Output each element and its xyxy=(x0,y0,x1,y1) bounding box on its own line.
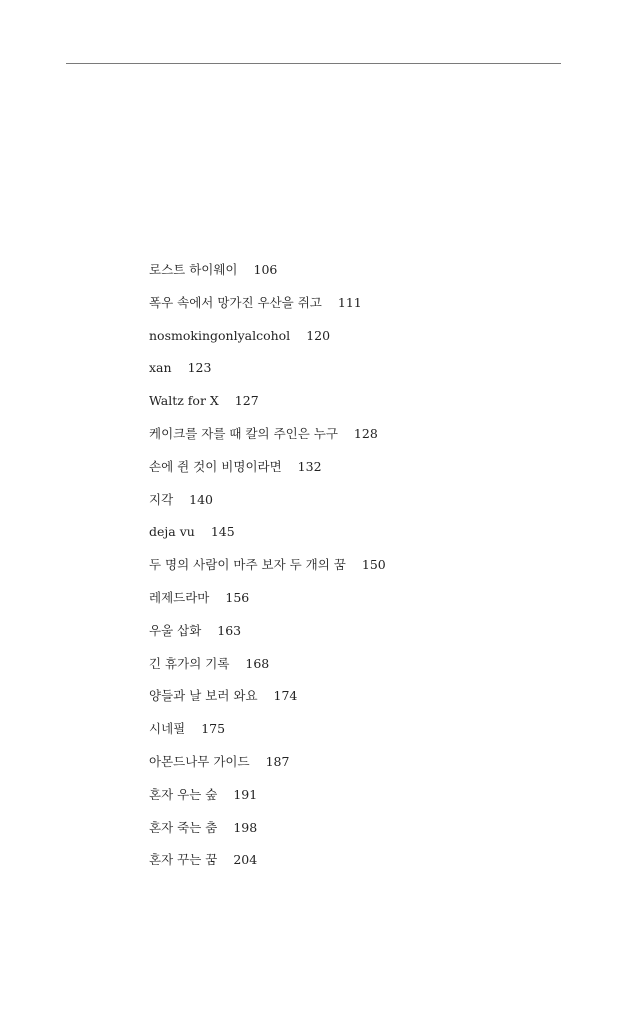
toc-page-number: 132 xyxy=(297,458,322,474)
toc-entry xyxy=(149,784,386,817)
toc-page-number: 204 xyxy=(233,852,258,868)
toc-entry xyxy=(149,718,386,751)
toc-page-number: 191 xyxy=(233,786,258,802)
toc-entry xyxy=(149,751,386,784)
toc-entry xyxy=(149,849,386,882)
toc-page-number: 106 xyxy=(253,262,278,277)
toc-page-number: 156 xyxy=(225,589,250,605)
toc-title: 두 명의 사람이 마주 보자 두 개의 꿈 xyxy=(149,557,346,573)
toc-entry xyxy=(149,456,386,489)
toc-page-number: 163 xyxy=(217,622,242,638)
toc-title: 손에 쥔 것이 비명이라면 xyxy=(149,458,282,474)
toc-title: xan xyxy=(149,360,172,376)
toc-page-number: 187 xyxy=(265,753,290,769)
toc-title: 양들과 날 보러 와요 xyxy=(149,688,258,704)
toc-title: 혼자 죽는 춤 xyxy=(149,819,218,835)
toc-page-number: 174 xyxy=(273,688,298,704)
toc-title: 혼자 우는 숲 xyxy=(149,786,218,802)
toc-entry xyxy=(149,620,386,653)
header-rule xyxy=(66,63,561,64)
toc-title: 혼자 꾸는 꿈 xyxy=(149,852,218,868)
toc-page-number: 175 xyxy=(201,721,226,737)
toc-title: 긴 휴가의 기록 xyxy=(149,655,230,671)
toc-entry xyxy=(149,259,386,292)
toc-title: nosmokingonlyalcohol xyxy=(149,327,291,343)
toc-entry xyxy=(149,653,386,686)
toc-title: 우울 삽화 xyxy=(149,622,202,638)
toc-entry xyxy=(149,423,386,456)
toc-page-number: 150 xyxy=(361,557,386,573)
toc-page-number: 111 xyxy=(337,294,362,310)
toc-page-number: 123 xyxy=(187,360,212,376)
toc-title: deja vu xyxy=(149,524,195,540)
toc-title: 레제드라마 xyxy=(149,589,210,605)
toc-entry xyxy=(149,292,386,325)
toc-entry xyxy=(149,817,386,850)
toc-title: 아몬드나무 가이드 xyxy=(149,753,250,769)
toc-title: 시네필 xyxy=(149,721,186,737)
toc-title: Waltz for X xyxy=(149,393,219,409)
toc-title: 지각 xyxy=(149,491,174,507)
toc-page-number: 120 xyxy=(306,327,331,343)
table-of-contents xyxy=(149,259,386,882)
toc-page-number: 140 xyxy=(189,491,214,507)
toc-title: 폭우 속에서 망가진 우산을 쥐고 xyxy=(149,294,322,310)
toc-entry xyxy=(149,390,386,423)
toc-entry xyxy=(149,685,386,718)
toc-entry xyxy=(149,587,386,620)
toc-page-number: 145 xyxy=(210,524,235,540)
toc-entry xyxy=(149,521,386,554)
toc-entry xyxy=(149,489,386,522)
toc-title: 로스트 하이웨이 xyxy=(149,262,238,277)
toc-page-number: 198 xyxy=(233,819,258,835)
toc-entry xyxy=(149,554,386,587)
toc-title: 케이크를 자를 때 칼의 주인은 누구 xyxy=(149,425,338,441)
toc-page-number: 168 xyxy=(245,655,270,671)
toc-page-number: 127 xyxy=(234,393,259,409)
toc-entry xyxy=(149,325,386,358)
toc-entry xyxy=(149,357,386,390)
toc-page-number: 128 xyxy=(353,425,378,441)
